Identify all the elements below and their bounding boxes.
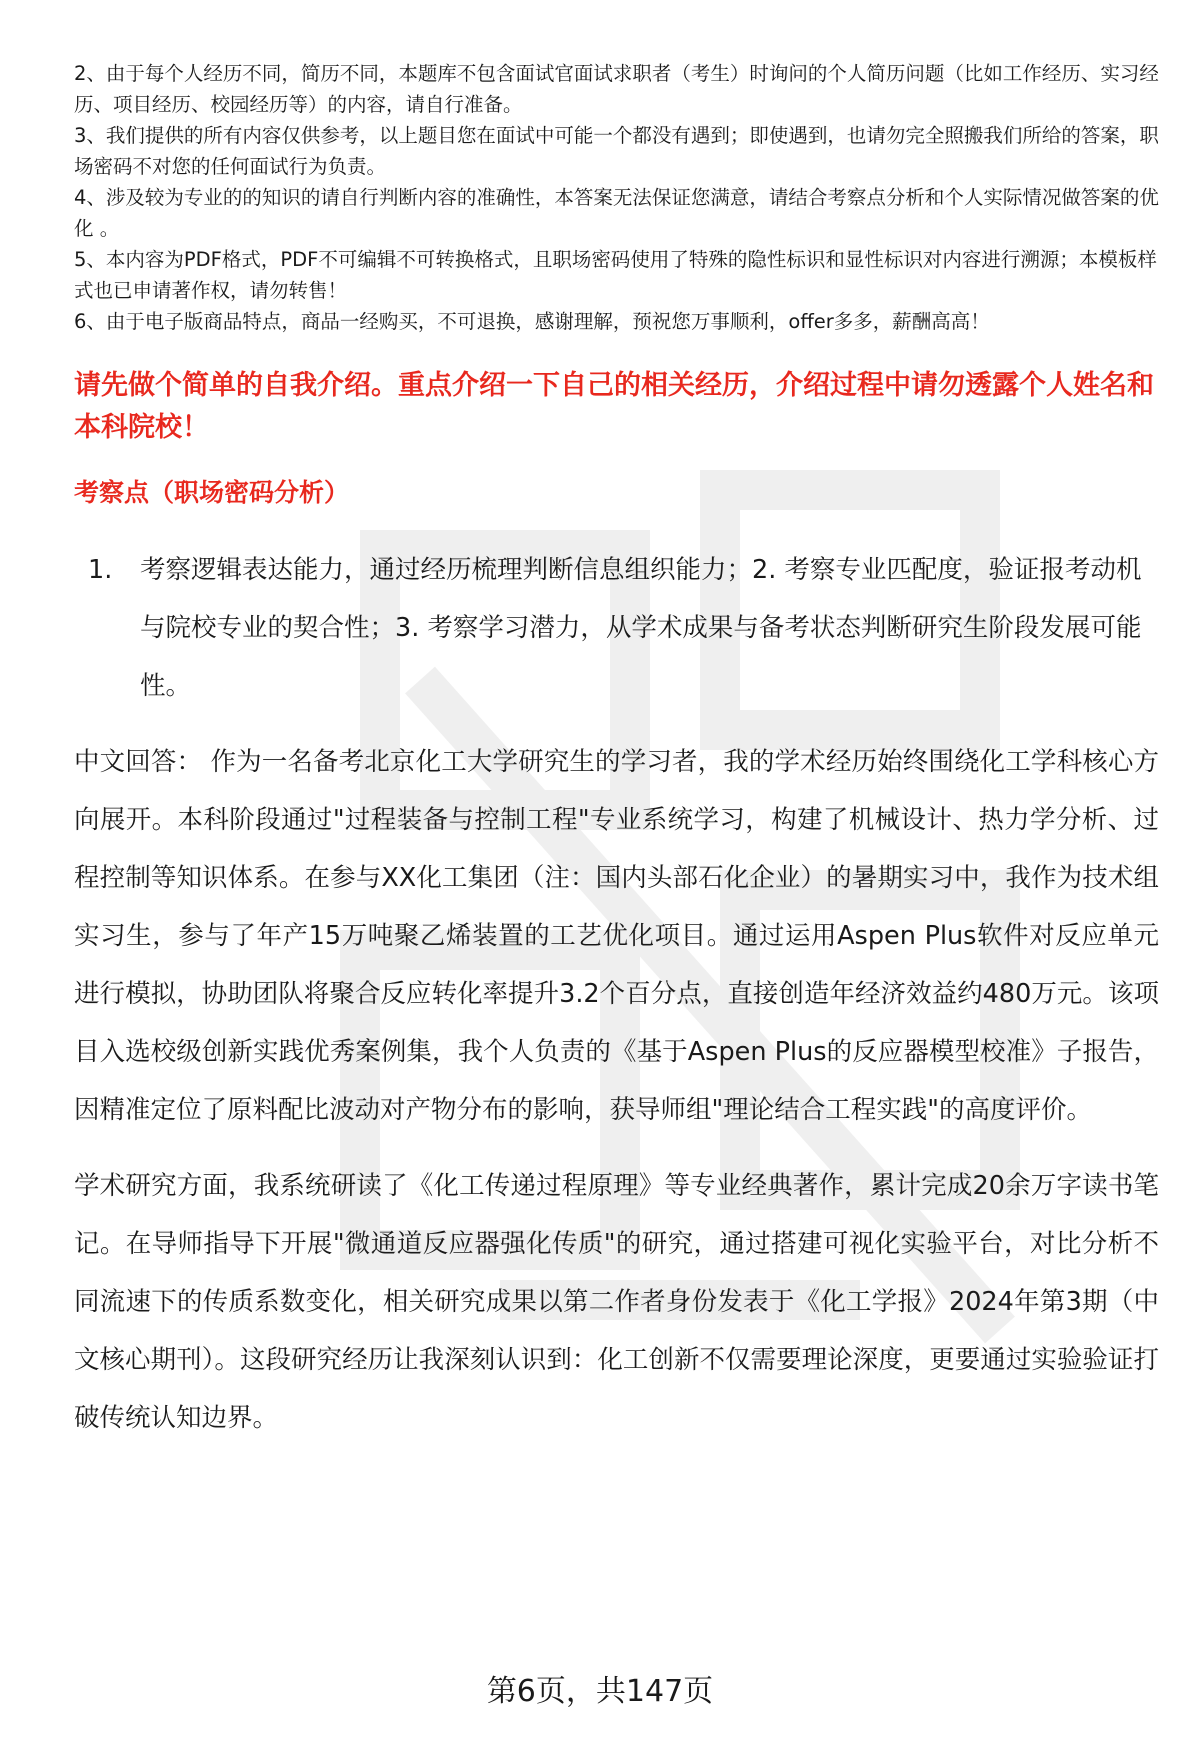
point-text: 考察逻辑表达能力，通过经历梳理判断信息组织能力；2. 考察专业匹配度，验证报考动机与院校专业的契合性；3. 考察学习潜力，从学术成果与备考状态判断研究生阶段发展可能性。 [140,555,1142,701]
note-item: 3、我们提供的所有内容仅供参考，以上题目您在面试中可能一个都没有遇到；即使遇到，也请勿完全照搬我们所给的答案，职场密码不对您的任何面试行为负责。 [74,124,1159,178]
section-title: 考察点（职场密码分析） [74,478,350,507]
point-number: 1. [88,555,113,585]
interview-question: 请先做个简单的自我介绍。重点介绍一下自己的相关经历，介绍过程中请勿透露个人姓名和本科院校！ [74,370,1154,443]
document-page [74,58,1159,1465]
note-item: 5、本内容为PDF格式，PDF不可编辑不可转换格式，且职场密码使用了特殊的隐性标识和显性标识对内容进行溯源；本模板样式也已申请著作权，请勿转售！ [74,248,1157,302]
answer-paragraph: 中文回答： 作为一名备考北京化工大学研究生的学习者，我的学术经历始终围绕化工学科核心方向展开。本科阶段通过"过程装备与控制工程"专业系统学习，构建了机械设计、热力学分析、过程控制等知识体系。在参与XX化工集团（注：国内头部石化企业）的暑期实习中，我作为技术组实习生，参与了年产15万吨聚乙烯装置的工艺优化项目。通过运用Aspen Plus软件对反应单元进行模拟，协助团队将聚合反应转化率提升3.2个百分点，直接创造年经济效益约480万元。该项目入选校级创新实践优秀案例集，我个人负责的《基于Aspen Plus的反应器模型校准》子报告，因精准定位了原料配比波动对产物分布的影响，获导师组"理论结合工程实践"的高度评价。 [74,747,1159,1125]
answer-body [74,733,1159,1447]
note-item: 6、由于电子版商品特点，商品一经购买，不可退换，感谢理解，预祝您万事顺利，offer多多，薪酬高高！ [74,310,990,333]
page-number: 第6页，共147页 [486,1674,714,1709]
answer-paragraph: 学术研究方面，我系统研读了《化工传递过程原理》等专业经典著作，累计完成20余万字读书笔记。在导师指导下开展"微通道反应器强化传质"的研究，通过搭建可视化实验平台，对比分析不同流速下的传质系数变化，相关研究成果以第二作者身份发表于《化工学报》2024年第3期（中文核心期刊）。这段研究经历让我深刻认识到：化工创新不仅需要理论深度，更要通过实验验证打破传统认知边界。 [74,1171,1159,1433]
assessment-points [74,541,1159,715]
note-item: 4、涉及较为专业的的知识的请自行判断内容的准确性，本答案无法保证您满意，请结合考察点分析和个人实际情况做答案的优化 。 [74,186,1159,240]
disclaimer-notes [74,58,1159,337]
note-item: 2、由于每个人经历不同，简历不同，本题库不包含面试官面试求职者（考生）时询问的个人简历问题（比如工作经历、实习经历、项目经历、校园经历等）的内容，请自行准备。 [74,62,1159,116]
